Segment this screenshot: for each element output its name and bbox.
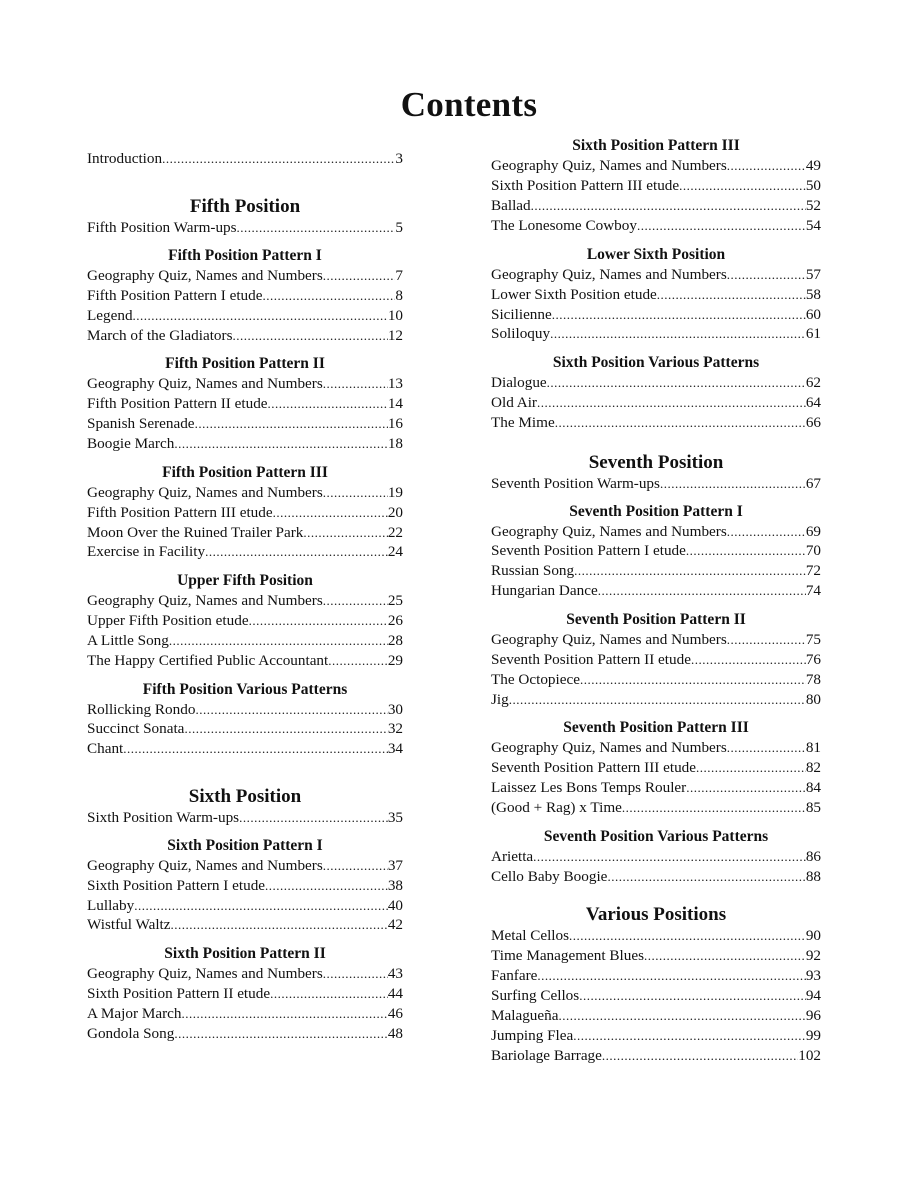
dot-leader — [323, 591, 388, 611]
dot-leader — [273, 503, 388, 523]
dot-leader — [531, 196, 806, 216]
dot-leader — [569, 926, 806, 946]
toc-entry — [491, 393, 821, 413]
dot-leader — [195, 700, 387, 720]
subsection-heading: Seventh Position Various Patterns — [543, 828, 769, 845]
page-number: 5 — [395, 219, 403, 236]
toc-entry — [87, 739, 403, 759]
dot-leader — [233, 326, 388, 346]
dot-leader — [323, 374, 388, 394]
toc-entry — [491, 265, 821, 285]
entry-title: Boogie March — [87, 435, 175, 452]
page-number: 40 — [387, 897, 403, 914]
dot-leader — [162, 149, 395, 169]
entry-title: Geography Quiz, Names and Numbers — [87, 965, 323, 982]
subsection-heading: Sixth Position Pattern III — [572, 137, 740, 154]
page-number: 69 — [805, 523, 821, 540]
toc-entry — [87, 591, 403, 611]
page-number: 60 — [805, 306, 821, 323]
entry-title: Fifth Position Pattern I etude — [87, 287, 263, 304]
page-number: 19 — [387, 484, 403, 501]
entry-title: Soliloquy — [491, 325, 551, 342]
page-number: 84 — [805, 779, 821, 796]
dot-leader — [573, 1026, 806, 1046]
entry-title: Geography Quiz, Names and Numbers — [491, 523, 727, 540]
entry-title: Fanfare — [491, 967, 538, 984]
entry-title: Dialogue — [491, 374, 547, 391]
dot-leader — [644, 946, 806, 966]
page-number: 50 — [805, 177, 821, 194]
entry-title: Moon Over the Ruined Trailer Park — [87, 524, 304, 541]
toc-entry — [87, 876, 403, 896]
dot-leader — [323, 964, 388, 984]
dot-leader — [123, 739, 388, 759]
entry-title: Surfing Cellos — [491, 987, 580, 1004]
page-number: 16 — [387, 415, 403, 432]
entry-title: Malagueña — [491, 1007, 559, 1024]
entry-title: Rollicking Rondo — [87, 701, 196, 718]
entry-title: Geography Quiz, Names and Numbers — [87, 857, 323, 874]
entry-title: Geography Quiz, Names and Numbers — [491, 157, 727, 174]
dot-leader — [323, 483, 388, 503]
toc-entry — [491, 630, 821, 650]
dot-leader — [727, 522, 806, 542]
toc-entry — [87, 1024, 403, 1044]
dot-leader — [686, 541, 806, 561]
dot-leader — [622, 798, 806, 818]
entry-title: A Major March — [87, 1005, 182, 1022]
dot-leader — [686, 778, 806, 798]
dot-leader — [537, 393, 806, 413]
toc-entry — [491, 1006, 821, 1026]
entry-title: Laissez Les Bons Temps Rouler — [491, 779, 687, 796]
toc-entry — [491, 285, 821, 305]
dot-leader — [263, 286, 396, 306]
page-number: 90 — [805, 927, 821, 944]
page-number: 62 — [805, 374, 821, 391]
page-number: 70 — [805, 542, 821, 559]
toc-entry — [87, 394, 403, 414]
toc-entry — [87, 964, 403, 984]
entry-title: Cello Baby Boogie — [491, 868, 608, 885]
dot-leader — [328, 651, 388, 671]
entry-title: (Good + Rag) x Time — [491, 799, 622, 816]
entry-title: Seventh Position Pattern II etude — [491, 651, 691, 668]
toc-entry — [491, 561, 821, 581]
entry-title: A Little Song — [87, 632, 169, 649]
page-number: 25 — [387, 592, 403, 609]
page-number: 58 — [805, 286, 821, 303]
toc-entry — [87, 631, 403, 651]
toc-entry — [491, 670, 821, 690]
page-number: 76 — [805, 651, 821, 668]
page-title: Contents — [400, 85, 538, 125]
page-number: 7 — [395, 267, 403, 284]
page-number: 3 — [395, 150, 403, 167]
toc-entry — [87, 434, 403, 454]
entry-title: Seventh Position Warm-ups — [491, 475, 660, 492]
dot-leader — [727, 156, 806, 176]
dot-leader — [249, 611, 388, 631]
entry-title: Ballad — [491, 197, 531, 214]
toc-entry — [491, 216, 821, 236]
page-number: 88 — [805, 868, 821, 885]
toc-entry — [491, 581, 821, 601]
subsection-heading: Lower Sixth Position — [586, 246, 726, 263]
page-number: 72 — [805, 562, 821, 579]
page-number: 24 — [387, 543, 403, 560]
subsection-heading: Fifth Position Pattern III — [162, 464, 328, 481]
page-number: 49 — [805, 157, 821, 174]
toc-entry — [491, 522, 821, 542]
dot-leader — [134, 896, 388, 916]
dot-leader — [574, 561, 806, 581]
page-number: 93 — [805, 967, 821, 984]
dot-leader — [268, 394, 388, 414]
page-number: 64 — [805, 394, 821, 411]
entry-title: Geography Quiz, Names and Numbers — [491, 266, 727, 283]
entry-title: Fifth Position Pattern II etude — [87, 395, 268, 412]
toc-entry — [491, 650, 821, 670]
toc-entry — [87, 306, 403, 326]
entry-title: Geography Quiz, Names and Numbers — [491, 631, 727, 648]
subsection-heading: Fifth Position Pattern II — [165, 355, 325, 372]
subsection-heading: Fifth Position Various Patterns — [142, 681, 348, 698]
dot-leader — [657, 285, 806, 305]
entry-title: Geography Quiz, Names and Numbers — [87, 375, 323, 392]
toc-entry — [491, 474, 821, 494]
toc-entry — [491, 738, 821, 758]
dot-leader — [509, 690, 806, 710]
entry-title: Upper Fifth Position etude — [87, 612, 249, 629]
dot-leader — [323, 856, 388, 876]
page-number: 22 — [387, 524, 403, 541]
dot-leader — [205, 542, 388, 562]
entry-title: Geography Quiz, Names and Numbers — [87, 267, 323, 284]
entry-title: Chant — [87, 740, 124, 757]
entry-title: The Lonesome Cowboy — [491, 217, 637, 234]
toc-entry — [491, 966, 821, 986]
entry-title: Geography Quiz, Names and Numbers — [87, 484, 323, 501]
entry-title: Russian Song — [491, 562, 575, 579]
page-number: 37 — [387, 857, 403, 874]
toc-entry — [491, 1046, 821, 1066]
entry-title: Lower Sixth Position etude — [491, 286, 657, 303]
toc-entry — [491, 847, 821, 867]
entry-title: The Happy Certified Public Accountant — [87, 652, 329, 669]
dot-leader — [171, 915, 388, 935]
toc-entry — [491, 986, 821, 1006]
page-number: 34 — [387, 740, 403, 757]
page-number: 102 — [798, 1047, 821, 1064]
toc-entry — [491, 946, 821, 966]
entry-title: Seventh Position Pattern III etude — [491, 759, 696, 776]
dot-leader — [537, 966, 805, 986]
dot-leader — [727, 738, 806, 758]
toc-entry — [491, 196, 821, 216]
toc-entry — [491, 156, 821, 176]
dot-leader — [174, 1024, 387, 1044]
entry-title: Sicilienne — [491, 306, 552, 323]
dot-leader — [239, 808, 388, 828]
dot-leader — [660, 474, 806, 494]
page-number: 28 — [387, 632, 403, 649]
page-number: 99 — [805, 1027, 821, 1044]
toc-entry — [491, 778, 821, 798]
toc-entry — [491, 758, 821, 778]
dot-leader — [174, 434, 388, 454]
entry-title: Gondola Song — [87, 1025, 175, 1042]
page-number: 26 — [387, 612, 403, 629]
page-number: 44 — [387, 985, 403, 1002]
entry-title: Sixth Position Pattern III etude — [491, 177, 680, 194]
toc-entry — [87, 651, 403, 671]
section-heading: Seventh Position — [588, 452, 724, 473]
entry-title: Arietta — [491, 848, 534, 865]
page-number: 86 — [805, 848, 821, 865]
toc-entry — [87, 700, 403, 720]
page-number: 43 — [387, 965, 403, 982]
dot-leader — [552, 305, 806, 325]
page-number: 67 — [805, 475, 821, 492]
entry-title: Hungarian Dance — [491, 582, 598, 599]
toc-entry — [87, 611, 403, 631]
entry-title: Seventh Position Pattern I etude — [491, 542, 686, 559]
entry-title: The Mime — [491, 414, 555, 431]
page-number: 96 — [805, 1007, 821, 1024]
toc-entry — [491, 413, 821, 433]
dot-leader — [696, 758, 806, 778]
page-number: 85 — [805, 799, 821, 816]
page-number: 57 — [805, 266, 821, 283]
toc-entry — [87, 896, 403, 916]
dot-leader — [550, 324, 806, 344]
toc-entry — [87, 149, 403, 169]
entry-title: Sixth Position Warm-ups — [87, 809, 240, 826]
dot-leader — [727, 265, 806, 285]
toc-entry — [87, 984, 403, 1004]
toc-entry — [491, 926, 821, 946]
toc-entry — [491, 690, 821, 710]
page-number: 78 — [805, 671, 821, 688]
page-number: 14 — [387, 395, 403, 412]
dot-leader — [184, 719, 387, 739]
dot-leader — [598, 581, 806, 601]
toc-entry — [491, 305, 821, 325]
page-number: 18 — [387, 435, 403, 452]
dot-leader — [533, 847, 806, 867]
entry-title: Exercise in Facility — [87, 543, 206, 560]
toc-entry — [87, 808, 403, 828]
entry-title: Spanish Serenade — [87, 415, 195, 432]
entry-title: Geography Quiz, Names and Numbers — [87, 592, 323, 609]
page-number: 54 — [805, 217, 821, 234]
dot-leader — [580, 670, 806, 690]
dot-leader — [602, 1046, 798, 1066]
dot-leader — [607, 867, 805, 887]
dot-leader — [558, 1006, 805, 1026]
page-number: 52 — [805, 197, 821, 214]
toc-entry — [87, 326, 403, 346]
subsection-heading: Seventh Position Pattern II — [566, 611, 746, 628]
dot-leader — [547, 373, 806, 393]
page-number: 82 — [805, 759, 821, 776]
dot-leader — [679, 176, 806, 196]
toc-entry — [87, 915, 403, 935]
page-number: 32 — [387, 720, 403, 737]
section-heading: Fifth Position — [189, 196, 301, 217]
toc-entry — [491, 541, 821, 561]
page-number: 8 — [395, 287, 403, 304]
toc-entry — [87, 374, 403, 394]
toc-entry — [87, 523, 403, 543]
subsection-heading: Sixth Position Pattern II — [164, 945, 326, 962]
dot-leader — [265, 876, 388, 896]
page-number: 30 — [387, 701, 403, 718]
page-number: 74 — [805, 582, 821, 599]
page-number: 81 — [805, 739, 821, 756]
subsection-heading: Sixth Position Various Patterns — [552, 354, 760, 371]
toc-entry — [87, 286, 403, 306]
section-heading: Sixth Position — [188, 786, 302, 807]
page-number: 61 — [805, 325, 821, 342]
entry-title: The Octopiece — [491, 671, 580, 688]
subsection-heading: Fifth Position Pattern I — [168, 247, 322, 264]
page-number: 29 — [387, 652, 403, 669]
page-number: 35 — [387, 809, 403, 826]
page-number: 38 — [387, 877, 403, 894]
toc-entry — [87, 503, 403, 523]
dot-leader — [323, 266, 396, 286]
page-number: 20 — [387, 504, 403, 521]
dot-leader — [637, 216, 806, 236]
dot-leader — [169, 631, 388, 651]
entry-title: Old Air — [491, 394, 537, 411]
toc-entry — [491, 324, 821, 344]
subsection-heading: Seventh Position Pattern III — [563, 719, 749, 736]
page-number: 66 — [805, 414, 821, 431]
entry-title: Bariolage Barrage — [491, 1047, 602, 1064]
entry-title: Succinct Sonata — [87, 720, 185, 737]
entry-title: Geography Quiz, Names and Numbers — [491, 739, 727, 756]
toc-entry — [87, 1004, 403, 1024]
toc-entry — [491, 867, 821, 887]
entry-title: Introduction — [87, 150, 163, 167]
toc-entry — [87, 856, 403, 876]
dot-leader — [555, 413, 806, 433]
page-number: 10 — [387, 307, 403, 324]
page-number: 80 — [805, 691, 821, 708]
subsection-heading: Seventh Position Pattern I — [569, 503, 743, 520]
entry-title: Fifth Position Warm-ups — [87, 219, 237, 236]
dot-leader — [579, 986, 806, 1006]
toc-entry — [87, 218, 403, 238]
subsection-heading: Sixth Position Pattern I — [167, 837, 323, 854]
entry-title: Lullaby — [87, 897, 135, 914]
dot-leader — [303, 523, 387, 543]
toc-entry — [87, 542, 403, 562]
page-number: 92 — [805, 947, 821, 964]
dot-leader — [270, 984, 388, 1004]
dot-leader — [237, 218, 396, 238]
toc-entry — [491, 373, 821, 393]
page-number: 75 — [805, 631, 821, 648]
entry-title: Sixth Position Pattern I etude — [87, 877, 266, 894]
entry-title: Wistful Waltz — [87, 916, 171, 933]
page-number: 46 — [387, 1005, 403, 1022]
toc-entry — [87, 483, 403, 503]
toc-entry — [491, 176, 821, 196]
page-number: 94 — [805, 987, 821, 1004]
dot-leader — [133, 306, 388, 326]
entry-title: Fifth Position Pattern III etude — [87, 504, 273, 521]
entry-title: Time Management Blues — [491, 947, 644, 964]
toc-entry — [491, 1026, 821, 1046]
entry-title: Legend — [87, 307, 133, 324]
page-number: 48 — [387, 1025, 403, 1042]
toc-entry — [87, 719, 403, 739]
page-number: 12 — [387, 327, 403, 344]
entry-title: March of the Gladiators — [87, 327, 233, 344]
page-number: 13 — [387, 375, 403, 392]
dot-leader — [181, 1004, 387, 1024]
entry-title: Sixth Position Pattern II etude — [87, 985, 271, 1002]
dot-leader — [195, 414, 388, 434]
entry-title: Jumping Flea — [491, 1027, 574, 1044]
dot-leader — [727, 630, 806, 650]
toc-entry — [87, 414, 403, 434]
dot-leader — [691, 650, 806, 670]
toc-entry — [87, 266, 403, 286]
page-number: 42 — [387, 916, 403, 933]
entry-title: Metal Cellos — [491, 927, 570, 944]
toc-entry — [491, 798, 821, 818]
entry-title: Jig — [491, 691, 509, 708]
section-heading: Various Positions — [585, 904, 727, 925]
subsection-heading: Upper Fifth Position — [177, 572, 313, 589]
